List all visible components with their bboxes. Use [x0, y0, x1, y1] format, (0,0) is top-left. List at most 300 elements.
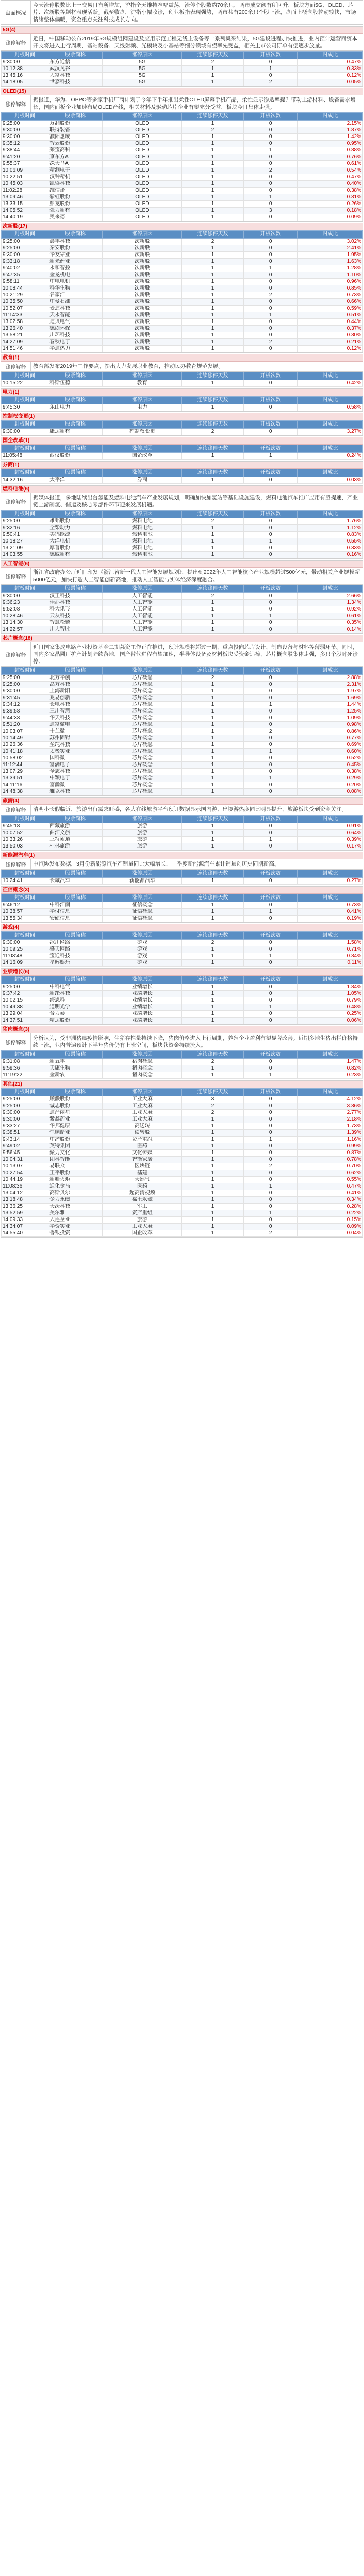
table-row[interactable]	[2, 1130, 363, 1137]
column-header-time[interactable]: 封板时间	[2, 1089, 48, 1096]
table-row[interactable]	[2, 245, 363, 252]
cell-stock[interactable]: 华付信息	[48, 909, 103, 916]
section-title[interactable]: 人工智能(6)	[1, 561, 363, 568]
column-header-time[interactable]: 封板时间	[2, 397, 48, 404]
cell-stock[interactable]: 凯盛科技	[48, 181, 103, 188]
table-row[interactable]	[2, 279, 363, 285]
cell-stock[interactable]: 聚力文化	[48, 1150, 103, 1157]
cell-stock[interactable]: 金力永磁	[48, 1197, 103, 1204]
column-header-change[interactable]: 封成比	[297, 894, 362, 902]
table-row[interactable]	[2, 626, 363, 633]
column-header-days[interactable]: 连续涨停天数	[182, 511, 243, 518]
column-header-opens[interactable]: 开板次数	[243, 870, 297, 878]
cell-stock[interactable]: 武汉凡谷	[48, 66, 103, 73]
cell-stock[interactable]: 大连圣亚	[48, 1217, 103, 1224]
table-row[interactable]	[2, 1123, 363, 1130]
table-row[interactable]	[2, 259, 363, 265]
column-header-days[interactable]: 连续涨停天数	[182, 469, 243, 477]
table-row[interactable]	[2, 201, 363, 208]
column-header-change[interactable]: 封成比	[297, 1089, 362, 1096]
table-row[interactable]	[2, 1103, 363, 1110]
cell-stock[interactable]: 正平股份	[48, 1170, 103, 1177]
table-row[interactable]	[2, 702, 363, 708]
table-row[interactable]	[2, 477, 363, 484]
table-row[interactable]	[2, 265, 363, 272]
table-row[interactable]	[2, 272, 363, 279]
table-row[interactable]	[2, 991, 363, 997]
cell-stock[interactable]: 高斯贝尔	[48, 1190, 103, 1197]
cell-stock[interactable]: 名家汇	[48, 292, 103, 299]
cell-stock[interactable]: 新纶科技	[48, 991, 103, 997]
column-header-stock[interactable]: 股票简称	[48, 1089, 103, 1096]
column-header-time[interactable]: 封板时间	[2, 372, 48, 380]
cell-stock[interactable]: 佳都科技	[48, 600, 103, 606]
table-row[interactable]	[2, 722, 363, 728]
column-header-change[interactable]: 封成比	[297, 932, 362, 940]
cell-stock[interactable]: 华资实业	[48, 1224, 103, 1230]
table-row[interactable]	[2, 600, 363, 606]
column-header-reason[interactable]: 涨停原因	[103, 421, 182, 429]
column-header-reason[interactable]: 涨停原因	[103, 816, 182, 823]
cell-stock[interactable]: 莱宝高科	[48, 147, 103, 154]
column-header-time[interactable]: 封板时间	[2, 445, 48, 453]
column-header-reason[interactable]: 涨停原因	[103, 1089, 182, 1096]
column-header-change[interactable]: 封成比	[297, 816, 362, 823]
cell-stock[interactable]: 维信诺	[48, 188, 103, 194]
cell-stock[interactable]: 濮阳惠成	[48, 134, 103, 141]
table-row[interactable]	[2, 843, 363, 850]
column-header-days[interactable]: 连续涨停天数	[182, 421, 243, 429]
column-header-time[interactable]: 封板时间	[2, 932, 48, 940]
cell-stock[interactable]: 强力新材	[48, 208, 103, 214]
cell-stock[interactable]: 彩虹股份	[48, 194, 103, 201]
table-row[interactable]	[2, 878, 363, 885]
table-row[interactable]	[2, 73, 363, 79]
table-row[interactable]	[2, 749, 363, 755]
cell-stock[interactable]: 汉钟精机	[48, 174, 103, 181]
cell-stock[interactable]: 安硕信息	[48, 916, 103, 922]
table-row[interactable]	[2, 688, 363, 695]
cell-stock[interactable]: 朗科智能	[48, 1157, 103, 1163]
section-title[interactable]: 燃料电池(6)	[1, 486, 363, 493]
table-row[interactable]	[2, 453, 363, 460]
column-header-days[interactable]: 连续涨停天数	[182, 894, 243, 902]
column-header-stock[interactable]: 股票简称	[48, 372, 103, 380]
table-row[interactable]	[2, 902, 363, 909]
table-row[interactable]	[2, 782, 363, 789]
section-title[interactable]: 猪肉概念(3)	[1, 1026, 363, 1033]
section-title[interactable]: 芯片概念(18)	[1, 635, 363, 642]
table-row[interactable]	[2, 1011, 363, 1018]
column-header-days[interactable]: 连续涨停天数	[182, 372, 243, 380]
table-row[interactable]	[2, 326, 363, 332]
column-header-change[interactable]: 封成比	[297, 585, 362, 593]
cell-stock[interactable]: 三特索道	[48, 837, 103, 843]
table-row[interactable]	[2, 837, 363, 843]
column-header-stock[interactable]: 股票简称	[48, 932, 103, 940]
cell-stock[interactable]: 金龙机电	[48, 272, 103, 279]
column-header-stock[interactable]: 股票简称	[48, 113, 103, 121]
table-row[interactable]	[2, 1204, 363, 1210]
cell-stock[interactable]: 雄韬股份	[48, 518, 103, 525]
table-row[interactable]	[2, 823, 363, 830]
cell-stock[interactable]: 海思科	[48, 997, 103, 1004]
column-header-change[interactable]: 封成比	[297, 421, 362, 429]
column-header-opens[interactable]: 开板次数	[243, 1089, 297, 1096]
table-row[interactable]	[2, 695, 363, 702]
table-row[interactable]	[2, 1177, 363, 1183]
column-header-opens[interactable]: 开板次数	[243, 113, 297, 121]
table-row[interactable]	[2, 1143, 363, 1150]
column-header-stock[interactable]: 股票简称	[48, 52, 103, 59]
table-row[interactable]	[2, 66, 363, 73]
column-header-change[interactable]: 封成比	[297, 372, 362, 380]
cell-stock[interactable]: 德创环保	[48, 326, 103, 332]
column-header-time[interactable]: 封板时间	[2, 816, 48, 823]
column-header-opens[interactable]: 开板次数	[243, 231, 297, 239]
column-header-days[interactable]: 连续涨停天数	[182, 445, 243, 453]
cell-stock[interactable]: 智慧松德	[48, 620, 103, 626]
column-header-reason[interactable]: 涨停原因	[103, 113, 182, 121]
table-row[interactable]	[2, 1059, 363, 1065]
table-row[interactable]	[2, 916, 363, 922]
table-row[interactable]	[2, 380, 363, 387]
cell-stock[interactable]: 中科江南	[48, 902, 103, 909]
table-row[interactable]	[2, 762, 363, 769]
table-row[interactable]	[2, 167, 363, 174]
cell-stock[interactable]: 太平洋	[48, 477, 103, 484]
section-title[interactable]: 5G(4)	[1, 27, 363, 34]
table-row[interactable]	[2, 1137, 363, 1143]
cell-stock[interactable]: 新光药业	[48, 259, 103, 265]
column-header-time[interactable]: 封板时间	[2, 1051, 48, 1059]
cell-stock[interactable]: 顺灏股份	[48, 1096, 103, 1103]
table-row[interactable]	[2, 252, 363, 259]
cell-stock[interactable]: 道明光学	[48, 1004, 103, 1011]
cell-stock[interactable]: 东方通信	[48, 59, 103, 66]
cell-stock[interactable]: 苏州固锝	[48, 735, 103, 742]
column-header-stock[interactable]: 股票简称	[48, 1051, 103, 1059]
column-header-opens[interactable]: 开板次数	[243, 52, 297, 59]
column-header-opens[interactable]: 开板次数	[243, 585, 297, 593]
cell-stock[interactable]: 恒顺醋业	[48, 1130, 103, 1137]
column-header-reason[interactable]: 涨停原因	[103, 870, 182, 878]
table-row[interactable]	[2, 1018, 363, 1024]
cell-stock[interactable]: 迪贝电气	[48, 319, 103, 326]
table-row[interactable]	[2, 830, 363, 837]
cell-stock[interactable]: 新疆火炬	[48, 1177, 103, 1183]
cell-stock[interactable]: 北方华创	[48, 675, 103, 682]
table-row[interactable]	[2, 1170, 363, 1177]
cell-stock[interactable]: 全志科技	[48, 769, 103, 775]
cell-stock[interactable]: 通产丽星	[48, 1110, 103, 1116]
table-row[interactable]	[2, 742, 363, 749]
column-header-stock[interactable]: 股票简称	[48, 585, 103, 593]
column-header-reason[interactable]: 涨停原因	[103, 231, 182, 239]
cell-stock[interactable]: 通富微电	[48, 722, 103, 728]
table-row[interactable]	[2, 161, 363, 167]
cell-stock[interactable]: 长电科技	[48, 702, 103, 708]
cell-stock[interactable]: 深天马A	[48, 161, 103, 167]
column-header-days[interactable]: 连续涨停天数	[182, 667, 243, 675]
table-row[interactable]	[2, 214, 363, 221]
column-header-days[interactable]: 连续涨停天数	[182, 113, 243, 121]
cell-stock[interactable]: 中颖电子	[48, 775, 103, 782]
cell-stock[interactable]: 乐山电力	[48, 404, 103, 411]
column-header-time[interactable]: 封板时间	[2, 870, 48, 878]
column-header-days[interactable]: 连续涨停天数	[182, 231, 243, 239]
cell-stock[interactable]: 德威新材	[48, 552, 103, 558]
table-row[interactable]	[2, 769, 363, 775]
cell-stock[interactable]: 云从科技	[48, 613, 103, 620]
table-row[interactable]	[2, 789, 363, 795]
column-header-stock[interactable]: 股票简称	[48, 397, 103, 404]
cell-stock[interactable]: 美锦能源	[48, 532, 103, 538]
table-row[interactable]	[2, 339, 363, 346]
section-title[interactable]: 征信概念(3)	[1, 887, 363, 894]
table-row[interactable]	[2, 728, 363, 735]
cell-stock[interactable]: 川环科技	[48, 332, 103, 339]
column-header-stock[interactable]: 股票简称	[48, 421, 103, 429]
cell-stock[interactable]: 合力泰	[48, 1011, 103, 1018]
cell-stock[interactable]: 国科微	[48, 755, 103, 762]
cell-stock[interactable]: 京东方A	[48, 154, 103, 161]
table-row[interactable]	[2, 147, 363, 154]
table-row[interactable]	[2, 593, 363, 600]
table-row[interactable]	[2, 735, 363, 742]
section-title[interactable]: 国企改革(1)	[1, 437, 363, 445]
column-header-stock[interactable]: 股票简称	[48, 816, 103, 823]
cell-stock[interactable]: 诚志股份	[48, 1103, 103, 1110]
section-title[interactable]: 新能源汽车(1)	[1, 852, 363, 859]
cell-stock[interactable]: 天永智能	[48, 312, 103, 319]
table-row[interactable]	[2, 946, 363, 953]
column-header-days[interactable]: 连续涨停天数	[182, 932, 243, 940]
column-header-opens[interactable]: 开板次数	[243, 667, 297, 675]
table-row[interactable]	[2, 1004, 363, 1011]
column-header-change[interactable]: 封成比	[297, 52, 362, 59]
cell-stock[interactable]: 桂林旅游	[48, 843, 103, 850]
table-row[interactable]	[2, 525, 363, 532]
cell-stock[interactable]: 秦安股份	[48, 245, 103, 252]
table-row[interactable]	[2, 1197, 363, 1204]
column-header-change[interactable]: 封成比	[297, 231, 362, 239]
table-row[interactable]	[2, 953, 363, 960]
cell-stock[interactable]: 宝通科技	[48, 953, 103, 960]
table-row[interactable]	[2, 127, 363, 134]
column-header-change[interactable]: 封成比	[297, 870, 362, 878]
column-header-change[interactable]: 封成比	[297, 397, 362, 404]
cell-stock[interactable]: 上海新阳	[48, 688, 103, 695]
cell-stock[interactable]: 曲江文旅	[48, 830, 103, 837]
section-title[interactable]: 其他(21)	[1, 1081, 363, 1088]
table-row[interactable]	[2, 1190, 363, 1197]
column-header-time[interactable]: 封板时间	[2, 469, 48, 477]
table-row[interactable]	[2, 1072, 363, 1079]
column-header-days[interactable]: 连续涨停天数	[182, 1089, 243, 1096]
column-header-time[interactable]: 封板时间	[2, 894, 48, 902]
cell-stock[interactable]: 西藏旅游	[48, 823, 103, 830]
cell-stock[interactable]: 科华生物	[48, 285, 103, 292]
cell-stock[interactable]: 精达股份	[48, 1018, 103, 1024]
cell-stock[interactable]: 兆易创新	[48, 695, 103, 702]
column-header-opens[interactable]: 开板次数	[243, 1051, 297, 1059]
column-header-stock[interactable]: 股票简称	[48, 667, 103, 675]
cell-stock[interactable]: 富满电子	[48, 762, 103, 769]
cell-stock[interactable]: 精测电子	[48, 167, 103, 174]
table-row[interactable]	[2, 1230, 363, 1237]
table-row[interactable]	[2, 194, 363, 201]
table-row[interactable]	[2, 174, 363, 181]
column-header-stock[interactable]: 股票简称	[48, 231, 103, 239]
cell-stock[interactable]: 华天科技	[48, 715, 103, 722]
column-header-time[interactable]: 封板时间	[2, 585, 48, 593]
column-header-days[interactable]: 连续涨停天数	[182, 816, 243, 823]
cell-stock[interactable]: 世嘉科技	[48, 79, 103, 86]
cell-stock[interactable]: 长城汽车	[48, 878, 103, 885]
cell-stock[interactable]: 鲁银投资	[48, 1230, 103, 1237]
column-header-stock[interactable]: 股票简称	[48, 469, 103, 477]
table-row[interactable]	[2, 538, 363, 545]
table-row[interactable]	[2, 319, 363, 326]
table-row[interactable]	[2, 960, 363, 967]
column-header-opens[interactable]: 开板次数	[243, 894, 297, 902]
column-header-days[interactable]: 连续涨停天数	[182, 585, 243, 593]
table-row[interactable]	[2, 154, 363, 161]
column-header-opens[interactable]: 开板次数	[243, 932, 297, 940]
table-row[interactable]	[2, 1065, 363, 1072]
table-row[interactable]	[2, 292, 363, 299]
section-title[interactable]: 次新股(17)	[1, 223, 363, 230]
table-row[interactable]	[2, 682, 363, 688]
column-header-time[interactable]: 封板时间	[2, 52, 48, 59]
table-row[interactable]	[2, 545, 363, 552]
table-row[interactable]	[2, 1116, 363, 1123]
column-header-reason[interactable]: 涨停原因	[103, 445, 182, 453]
column-header-stock[interactable]: 股票简称	[48, 976, 103, 984]
table-row[interactable]	[2, 1157, 363, 1163]
cell-stock[interactable]: 大洋电机	[48, 538, 103, 545]
table-row[interactable]	[2, 775, 363, 782]
column-header-reason[interactable]: 涨停原因	[103, 397, 182, 404]
table-row[interactable]	[2, 620, 363, 626]
cell-stock[interactable]: 康达新材	[48, 429, 103, 435]
section-title[interactable]: OLED(15)	[1, 88, 363, 95]
table-row[interactable]	[2, 997, 363, 1004]
column-header-time[interactable]: 封板时间	[2, 421, 48, 429]
table-row[interactable]	[2, 299, 363, 306]
column-header-change[interactable]: 封成比	[297, 113, 362, 121]
column-header-reason[interactable]: 涨停原因	[103, 52, 182, 59]
cell-stock[interactable]: 富瀚微	[48, 782, 103, 789]
table-row[interactable]	[2, 1183, 363, 1190]
column-header-change[interactable]: 封成比	[297, 511, 362, 518]
cell-stock[interactable]: 中科电气	[48, 984, 103, 991]
section-title[interactable]: 电力(1)	[1, 389, 363, 396]
column-header-reason[interactable]: 涨停原因	[103, 1051, 182, 1059]
table-row[interactable]	[2, 121, 363, 127]
cell-stock[interactable]: 华邦健康	[48, 1123, 103, 1130]
table-row[interactable]	[2, 552, 363, 558]
column-header-opens[interactable]: 开板次数	[243, 976, 297, 984]
table-row[interactable]	[2, 332, 363, 339]
column-header-reason[interactable]: 涨停原因	[103, 585, 182, 593]
column-header-opens[interactable]: 开板次数	[243, 421, 297, 429]
table-row[interactable]	[2, 940, 363, 946]
column-header-days[interactable]: 连续涨停天数	[182, 52, 243, 59]
cell-stock[interactable]: 智云股份	[48, 141, 103, 147]
table-row[interactable]	[2, 984, 363, 991]
table-row[interactable]	[2, 208, 363, 214]
column-header-opens[interactable]: 开板次数	[243, 397, 297, 404]
column-header-time[interactable]: 封板时间	[2, 113, 48, 121]
column-header-stock[interactable]: 股票简称	[48, 870, 103, 878]
cell-stock[interactable]: 春秋电子	[48, 339, 103, 346]
table-row[interactable]	[2, 715, 363, 722]
column-header-opens[interactable]: 开板次数	[243, 816, 297, 823]
cell-stock[interactable]: 三川智慧	[48, 708, 103, 715]
cell-stock[interactable]: 中电电机	[48, 279, 103, 285]
cell-stock[interactable]: 厚普股份	[48, 545, 103, 552]
column-header-time[interactable]: 封板时间	[2, 667, 48, 675]
column-header-reason[interactable]: 涨停原因	[103, 372, 182, 380]
cell-stock[interactable]: 华友钴业	[48, 252, 103, 259]
table-row[interactable]	[2, 181, 363, 188]
column-header-change[interactable]: 封成比	[297, 445, 362, 453]
cell-stock[interactable]: 英特集团	[48, 1143, 103, 1150]
column-header-reason[interactable]: 涨停原因	[103, 511, 182, 518]
cell-stock[interactable]: 鼎龙股份	[48, 201, 103, 208]
table-row[interactable]	[2, 59, 363, 66]
table-row[interactable]	[2, 1110, 363, 1116]
table-row[interactable]	[2, 312, 363, 319]
table-row[interactable]	[2, 1163, 363, 1170]
cell-stock[interactable]: 晨丰科技	[48, 239, 103, 245]
cell-stock[interactable]: 新五丰	[48, 1059, 103, 1065]
table-row[interactable]	[2, 708, 363, 715]
table-row[interactable]	[2, 306, 363, 312]
column-header-stock[interactable]: 股票简称	[48, 511, 103, 518]
table-row[interactable]	[2, 675, 363, 682]
column-header-time[interactable]: 封板时间	[2, 231, 48, 239]
cell-stock[interactable]: 永和智控	[48, 265, 103, 272]
column-header-opens[interactable]: 开板次数	[243, 372, 297, 380]
column-header-time[interactable]: 封板时间	[2, 511, 48, 518]
cell-stock[interactable]: 中曼石油	[48, 299, 103, 306]
section-title[interactable]: 业绩增长(6)	[1, 969, 363, 976]
cell-stock[interactable]: 天康生物	[48, 1065, 103, 1072]
cell-stock[interactable]: 大富科技	[48, 73, 103, 79]
table-row[interactable]	[2, 1150, 363, 1157]
table-row[interactable]	[2, 613, 363, 620]
table-row[interactable]	[2, 909, 363, 916]
column-header-change[interactable]: 封成比	[297, 1051, 362, 1059]
cell-stock[interactable]: 科斯伍德	[48, 380, 103, 387]
table-row[interactable]	[2, 285, 363, 292]
table-row[interactable]	[2, 239, 363, 245]
column-header-days[interactable]: 连续涨停天数	[182, 1051, 243, 1059]
column-header-days[interactable]: 连续涨停天数	[182, 397, 243, 404]
cell-stock[interactable]: 华通热力	[48, 346, 103, 352]
column-header-days[interactable]: 连续涨停天数	[182, 870, 243, 878]
section-title[interactable]: 券商(1)	[1, 462, 363, 469]
cell-stock[interactable]: 科大讯飞	[48, 606, 103, 613]
table-row[interactable]	[2, 1224, 363, 1230]
column-header-reason[interactable]: 涨停原因	[103, 469, 182, 477]
column-header-stock[interactable]: 股票简称	[48, 894, 103, 902]
table-row[interactable]	[2, 1096, 363, 1103]
column-header-reason[interactable]: 涨停原因	[103, 932, 182, 940]
